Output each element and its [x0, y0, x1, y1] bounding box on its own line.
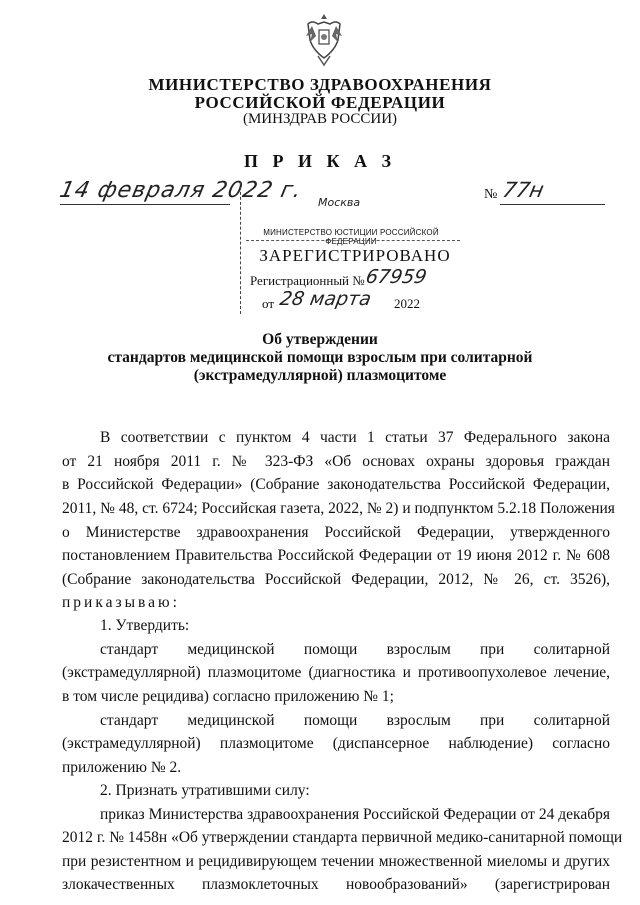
- stamp-from-label: от: [262, 296, 275, 311]
- stamp-registered-label: ЗАРЕГИСТРИРОВАНО: [259, 246, 451, 265]
- body-line: приказ Министерства здравоохранения Российской Федерации от 24 декабря: [100, 806, 610, 823]
- body-line: постановлением Правительства Российской Федерации от 19 июня 2012 г. № 608: [62, 547, 610, 564]
- subject-line2: стандартов медицинской помощи взрослым при солитарной: [107, 349, 533, 366]
- body-line: (экстрамедуллярной) плазмоцитоме (диагностика и противоопухолевое лечение,: [62, 664, 610, 681]
- stamp-ministry: МИНИСТЕРСТВО ЮСТИЦИИ РОССИЙСКОЙ ФЕДЕРАЦИИ: [263, 228, 439, 246]
- order-title: П Р И К А З: [243, 151, 397, 171]
- ministry-short-name: (МИНЗДРАВ РОССИИ): [242, 111, 398, 127]
- body-line: стандарт медицинской помощи взрослым при солитарной: [100, 712, 610, 729]
- ministry-name-line2: РОССИЙСКОЙ ФЕДЕРАЦИИ: [194, 93, 446, 112]
- order-date-handwritten: 14 февраля 2022 г.: [57, 178, 305, 203]
- stamp-registration-number: 67959: [364, 266, 429, 288]
- body-line: 2. Признать утратившими силу:: [100, 782, 310, 799]
- stamp-registration-year: 2022: [394, 296, 420, 311]
- body-line: (Собрание законодательства Российской Федерации, 2012, № 26, ст. 3526),: [62, 571, 610, 588]
- body-line: приложению № 2.: [62, 759, 182, 776]
- subject-line1: Об утверждении: [262, 331, 378, 348]
- body-line: в том числе рецидива) согласно приложению № 1;: [62, 688, 394, 705]
- stamp-divider: [246, 240, 460, 241]
- stamp-registration-number-label: Регистрационный №: [250, 273, 365, 288]
- ministry-name-line1: МИНИСТЕРСТВО ЗДРАВООХРАНЕНИЯ: [148, 75, 492, 94]
- stamp-registration-date: 28 марта: [278, 288, 373, 310]
- number-underline: [500, 204, 605, 205]
- order-number-prefix: №: [484, 187, 498, 202]
- body-line: 1. Утвердить:: [100, 617, 190, 634]
- order-number-handwritten: 77н: [500, 178, 547, 202]
- body-line: 2011, № 48, ст. 6724; Российская газета, 2022, № 2) и подпунктом 5.2.18 Положения: [62, 500, 615, 517]
- body-line: В соответствии с пунктом 4 части 1 статьи 37 Федерального закона: [100, 429, 610, 446]
- body-line: (экстрамедуллярной) плазмоцитоме (диспансерное наблюдение) согласно: [62, 735, 610, 752]
- body-line: стандарт медицинской помощи взрослым при солитарной: [100, 641, 610, 658]
- body-line: в Российской Федерации» (Собрание законодательства Российской Федерации,: [62, 476, 610, 493]
- body-line: о Министерстве здравоохранения Российской Федерации, утвержденного: [62, 524, 610, 541]
- subject-line3: (экстрамедуллярной) плазмоцитоме: [193, 367, 447, 384]
- stamp-city: Москва: [318, 196, 361, 209]
- body-line: 2012 г. № 1458н «Об утверждении стандарта первичной медико-санитарной помощи: [62, 829, 623, 846]
- coat-of-arms-emblem: [302, 10, 346, 68]
- date-underline: [60, 204, 230, 205]
- body-line: при резистентном и рецидивирующем течении множественной миеломы и других: [62, 853, 610, 870]
- body-line: приказываю:: [62, 594, 180, 611]
- body-line: от 21 ноября 2011 г. № 323-ФЗ «Об основах охраны здоровья граждан: [62, 453, 610, 470]
- body-line: злокачественных плазмоклеточных новообразований» (зарегистрирован: [62, 876, 610, 893]
